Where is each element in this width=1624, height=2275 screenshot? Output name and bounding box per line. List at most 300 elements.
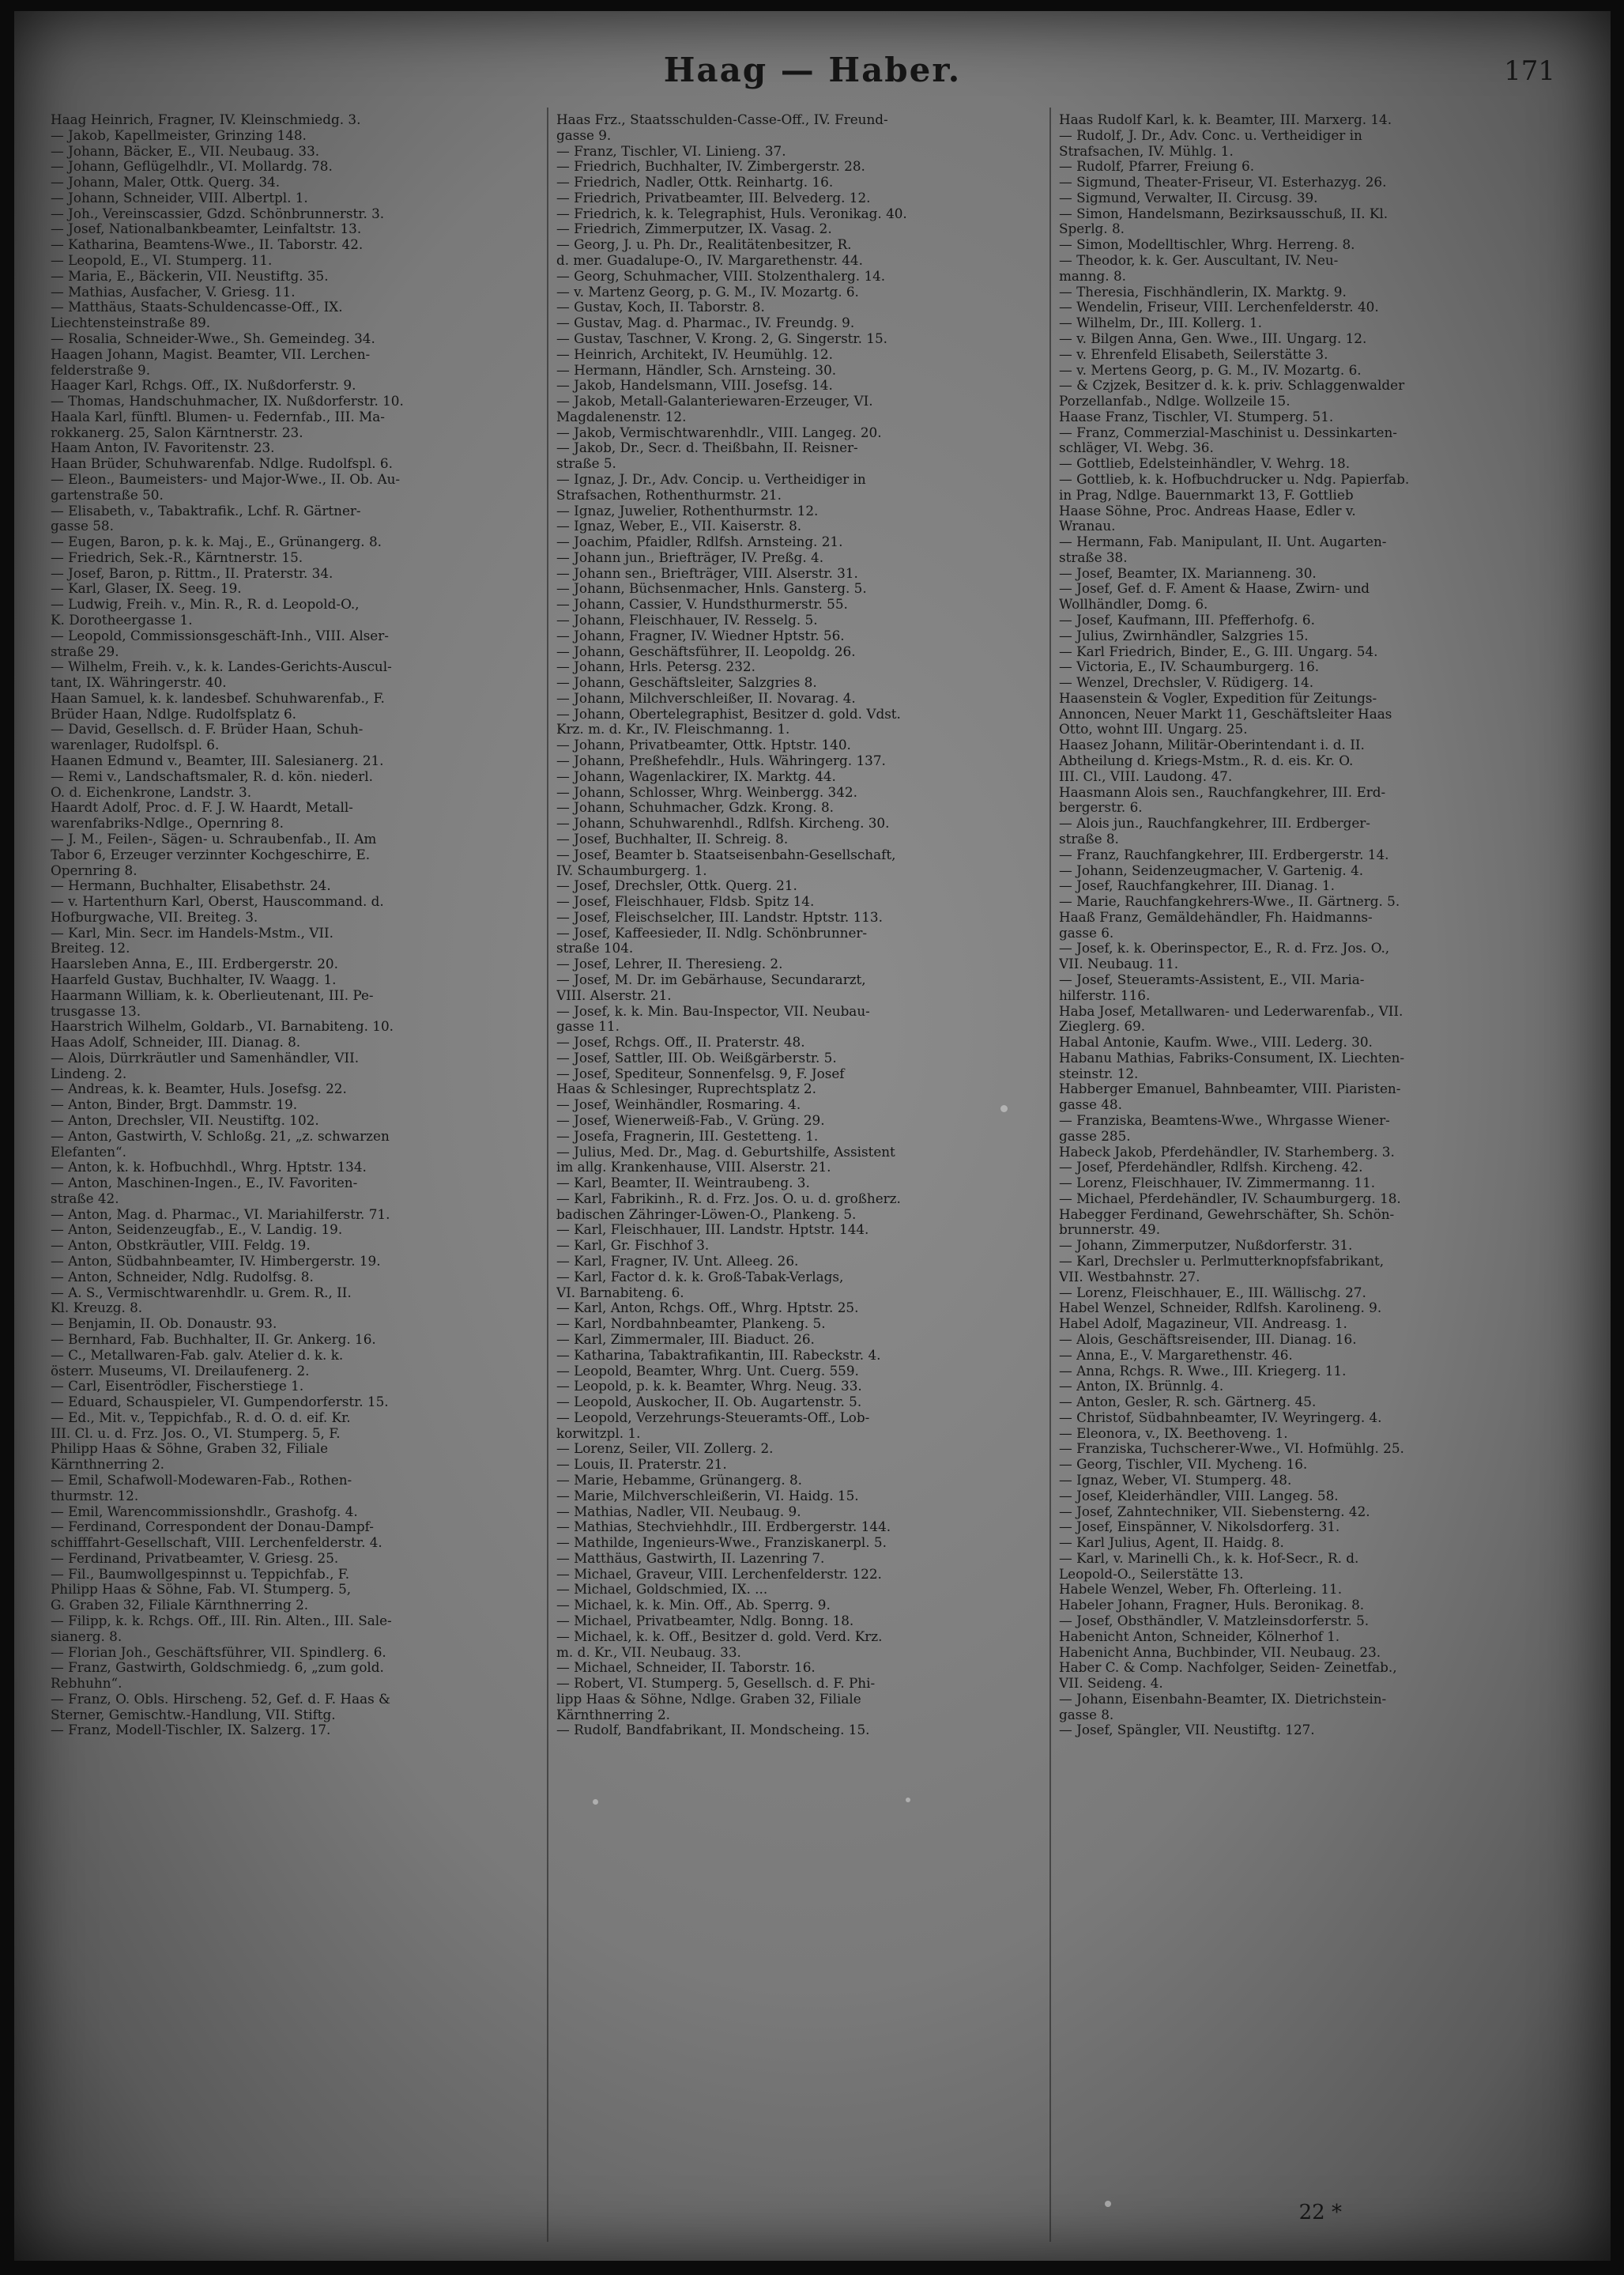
directory-entry-line: — Johann, Geschäftsführer, II. Leopoldg. 26. — [556, 643, 856, 659]
directory-entry-line: schläger, VI. Webg. 36. — [1059, 440, 1214, 456]
directory-entry-line: — Marie, Hebamme, Grünangerg. 8. — [556, 1472, 803, 1488]
directory-entry-line: VI. Barnabiteng. 6. — [556, 1285, 684, 1300]
directory-entry-line: Haala Karl, fünftl. Blumen- u. Federnfab., III. Ma- — [51, 409, 385, 424]
directory-entry-line: — Johann, Zimmerputzer, Nußdorferstr. 31. — [1059, 1238, 1353, 1254]
directory-entry-line: — Simon, Modelltischler, Whrg. Herreng. 8. — [1059, 237, 1355, 253]
directory-entry-line: — Josef, Beamter b. Staatseisenbahn-Gesellschaft, — [556, 847, 896, 862]
directory-entry-line: — Wendelin, Friseur, VIII. Lerchenfelderstr. 40. — [1059, 300, 1379, 315]
directory-entry-line: — Eleon., Baumeisters- und Major-Wwe., II. Ob. Au- — [51, 471, 401, 487]
directory-entry-line: — Josef, Buchhalter, II. Schreig. 8. — [556, 831, 789, 847]
page-number: 171 — [1504, 55, 1555, 87]
directory-entry-line: straße 38. — [1059, 549, 1128, 565]
directory-entry-line: Sterner, Gemischtw.-Handlung, VII. Stiftg. — [51, 1707, 336, 1722]
directory-entry-line: Hofburgwache, VII. Breiteg. 3. — [51, 909, 258, 925]
directory-entry-line: — Michael, Goldschmied, IX. ... — [556, 1582, 768, 1598]
directory-entry-line: — Karl, Anton, Rchgs. Off., Whrg. Hptstr. 25. — [556, 1300, 859, 1316]
directory-entry-line: — Katharina, Tabaktrafikantin, III. Rabeckstr. 4. — [556, 1347, 881, 1363]
directory-entry-line: — Michael, k. k. Off., Besitzer d. gold. Verd. Krz. — [556, 1628, 883, 1644]
directory-entry-line: — Friedrich, k. k. Telegraphist, Huls. Veronikag. 40. — [556, 206, 907, 221]
directory-entry-line: — Alois, Geschäftsreisender, III. Dianag. 16. — [1059, 1331, 1357, 1347]
directory-entry-line: Liechtensteinstraße 89. — [51, 315, 211, 331]
directory-entry-line: — Anton, Seidenzeugfab., E., V. Landig. 19. — [51, 1222, 343, 1238]
directory-entry-line: — Gottlieb, Edelsteinhändler, V. Wehrg. 18. — [1059, 456, 1351, 472]
directory-entry-line: — Jakob, Vermischtwarenhdlr., VIII. Langeg. 20. — [556, 424, 882, 440]
directory-entry-line: — Johann, Milchverschleißer, II. Novarag. 4. — [556, 690, 856, 706]
directory-entry-line: manng. 8. — [1059, 268, 1126, 284]
directory-entry-line: Annoncen, Neuer Markt 11, Geschäftsleiter Haas — [1059, 706, 1392, 722]
directory-entry-line: — Johann, Fleischhauer, IV. Resselg. 5. — [556, 613, 818, 628]
directory-entry-line: — Friedrich, Buchhalter, IV. Zimbergerstr. 28. — [556, 159, 865, 175]
directory-entry-line: Habel Wenzel, Schneider, Rdlfsh. Karolineng. 9. — [1059, 1300, 1382, 1316]
directory-entry-line: österr. Museums, VI. Dreilaufenerg. 2. — [51, 1363, 310, 1379]
directory-entry-line: — Johann, Geschäftsleiter, Salzgries 8. — [556, 675, 817, 691]
directory-entry-line: — Gottlieb, k. k. Hofbuchdrucker u. Ndg. Papierfab. — [1059, 471, 1410, 487]
directory-entry-line: — Christof, Südbahnbeamter, IV. Weyringerg. 4. — [1059, 1409, 1382, 1425]
directory-entry-line: Rebhuhn“. — [51, 1676, 122, 1692]
directory-entry-line: — Josef, Kleiderhändler, VIII. Langeg. 58. — [1059, 1488, 1339, 1503]
directory-entry-line: — Mathilde, Ingenieurs-Wwe., Franziskanerpl. 5. — [556, 1535, 887, 1551]
directory-entry-line: VII. Neubaug. 11. — [1059, 956, 1179, 972]
directory-entry-line: Haasmann Alois sen., Rauchfangkehrer, III. Erd- — [1059, 784, 1386, 800]
directory-entry-line: — Karl, Drechsler u. Perlmutterknopfsfabrikant, — [1059, 1254, 1385, 1270]
directory-entry-line: — Friedrich, Sek.-R., Kärntnerstr. 15. — [51, 549, 303, 565]
directory-entry-line: — Rudolf, J. Dr., Adv. Conc. u. Vertheidiger in — [1059, 127, 1362, 143]
directory-entry-line: — Josef, Obsthändler, V. Matzleinsdorferstr. 5. — [1059, 1613, 1370, 1628]
directory-entry-line: Abtheilung d. Kriegs-Mstm., R. d. eis. Kr. O. — [1059, 753, 1354, 769]
directory-entry-line: — Jakob, Metall-Galanteriewaren-Erzeuger, VI. — [556, 394, 873, 409]
directory-entry-line: gasse 11. — [556, 1019, 620, 1035]
sheet-signature: 22 * — [1298, 2201, 1342, 2224]
directory-entry-line: — Karl Friedrich, Binder, E., G. III. Ungarg. 54. — [1059, 643, 1378, 659]
directory-entry-line: — Johann, Preßhefehdlr., Huls. Währingerg. 137. — [556, 753, 886, 769]
directory-entry-line: — Johann, Hrls. Petersg. 232. — [556, 659, 755, 675]
directory-entry-line: — Josef, Fleischselcher, III. Landstr. Hptstr. 113. — [556, 909, 883, 925]
directory-entry-line: — Ludwig, Freih. v., Min. R., R. d. Leopold-O., — [51, 597, 360, 613]
directory-entry-line: — v. Mertens Georg, p. G. M., IV. Mozartg. 6. — [1059, 362, 1362, 378]
directory-entry-line: VII. Seideng. 4. — [1059, 1676, 1163, 1692]
directory-entry-line: Strafsachen, IV. Mühlg. 1. — [1059, 143, 1234, 159]
directory-column-3 — [1059, 112, 1562, 2239]
directory-entry-line: — Josef, Zahntechniker, VII. Siebensterng. 42. — [1059, 1503, 1370, 1519]
directory-entry-line: Haan Samuel, k. k. landesbef. Schuhwarenfab., F. — [51, 690, 385, 706]
directory-entry-line: — Eleonora, v., IX. Beethoveng. 1. — [1059, 1425, 1288, 1441]
directory-entry-line: rokkanerg. 25, Salon Kärntnerstr. 23. — [51, 424, 303, 440]
directory-entry-line: bergerstr. 6. — [1059, 800, 1143, 816]
directory-entry-line: d. mer. Guadalupe-O., IV. Margarethenstr. 44. — [556, 253, 863, 269]
scan-speck — [1000, 1105, 1008, 1112]
directory-entry-line: — Leopold, Beamter, Whrg. Unt. Cuerg. 559. — [556, 1363, 859, 1379]
directory-entry-line: — Wilhelm, Freih. v., k. k. Landes-Gerichts-Auscul- — [51, 659, 392, 675]
directory-entry-line: — Emil, Warencommissionshdlr., Grashofg. 4. — [51, 1503, 358, 1519]
directory-entry-line: — Joh., Vereinscassier, Gdzd. Schönbrunnerstr. 3. — [51, 206, 385, 221]
directory-entry-line: Elefanten“. — [51, 1144, 126, 1160]
directory-entry-line: Wollhändler, Domg. 6. — [1059, 597, 1208, 613]
directory-entry-line: — Rudolf, Pfarrer, Freiung 6. — [1059, 159, 1255, 175]
directory-entry-line: Haarsleben Anna, E., III. Erdbergerstr. 20. — [51, 956, 338, 972]
directory-entry-line: — Johann, Schneider, VIII. Albertpl. 1. — [51, 190, 308, 206]
directory-entry-line: — Michael, Graveur, VIII. Lerchenfelderstr. 122. — [556, 1566, 882, 1582]
scan-speck — [593, 1799, 598, 1805]
directory-entry-line: — Karl, Factor d. k. k. Groß-Tabak-Verlags, — [556, 1269, 844, 1285]
directory-entry-line: — Josef, Spängler, VII. Neustiftg. 127. — [1059, 1722, 1315, 1738]
directory-entry-line: gasse 58. — [51, 519, 114, 534]
directory-entry-line: — Josef, Beamter, IX. Marianneng. 30. — [1059, 565, 1317, 581]
directory-entry-line: badischen Zähringer-Löwen-O., Plankeng. 5. — [556, 1206, 857, 1222]
directory-entry-line: Haas & Schlesinger, Ruprechtsplatz 2. — [556, 1081, 816, 1097]
directory-entry-line: Haag Heinrich, Fragner, IV. Kleinschmiedg. 3. — [51, 112, 361, 127]
scan-speck — [1105, 2201, 1111, 2207]
directory-entry-line: — Georg, Schuhmacher, VIII. Stolzenthalerg. 14. — [556, 268, 886, 284]
directory-entry-line: — Friedrich, Privatbeamter, III. Belvederg. 12. — [556, 190, 871, 206]
directory-entry-line: — Gustav, Koch, II. Taborstr. 8. — [556, 300, 765, 315]
directory-entry-line: — Wilhelm, Dr., III. Kollerg. 1. — [1059, 315, 1262, 331]
directory-entry-line: — Josef, Drechsler, Ottk. Querg. 21. — [556, 878, 797, 894]
directory-column-2 — [556, 112, 1038, 2239]
directory-entry-line: Magdalenenstr. 12. — [556, 409, 687, 424]
directory-entry-line: Haasenstein & Vogler, Expedition für Zeitungs- — [1059, 690, 1377, 706]
directory-entry-line: — Franz, Gastwirth, Goldschmiedg. 6, „zum gold. — [51, 1660, 384, 1676]
directory-entry-line: — Johann, Cassier, V. Hundsthurmerstr. 55. — [556, 597, 848, 613]
directory-entry-line: — Michael, Privatbeamter, Ndlg. Bonng. 18. — [556, 1613, 854, 1628]
directory-entry-line: steinstr. 12. — [1059, 1066, 1139, 1081]
directory-entry-line: — Remi v., Landschaftsmaler, R. d. kön. niederl. — [51, 768, 373, 784]
directory-entry-line: — Mathias, Stechviehhdlr., III. Erdbergerstr. 144. — [556, 1519, 891, 1535]
directory-entry-line: — Lorenz, Seiler, VII. Zollerg. 2. — [556, 1441, 774, 1457]
directory-entry-line: — Gustav, Taschner, V. Krong. 2, G. Singerstr. 15. — [556, 330, 887, 346]
directory-entry-line: — Karl, v. Marinelli Ch., k. k. Hof-Secr., R. d. — [1059, 1550, 1359, 1566]
directory-entry-line: warenfabriks-Ndlge., Opernring 8. — [51, 816, 284, 832]
directory-entry-line: korwitzpl. 1. — [556, 1425, 641, 1441]
directory-entry-line: — Josef, Sattler, III. Ob. Weißgärberstr. 5. — [556, 1050, 837, 1066]
directory-entry-line: schifffahrt-Gesellschaft, VIII. Lerchenfelderstr. 4. — [51, 1535, 382, 1551]
directory-entry-line: felderstraße 9. — [51, 362, 151, 378]
directory-entry-line: — Franz, Tischler, VI. Linieng. 37. — [556, 143, 786, 159]
directory-entry-line: — Alois, Dürrkräutler und Samenhändler, VII. — [51, 1050, 360, 1066]
directory-entry-line: — Robert, VI. Stumperg. 5, Gesellsch. d. F. Phi- — [556, 1676, 876, 1692]
directory-entry-line: — v. Hartenthurn Karl, Oberst, Hauscommand. d. — [51, 894, 384, 910]
directory-entry-line: — Eduard, Schauspieler, VI. Gumpendorferstr. 15. — [51, 1394, 389, 1410]
directory-entry-line: im allg. Krankenhause, VIII. Alserstr. 21. — [556, 1160, 831, 1175]
directory-entry-line: — Michael, Schneider, II. Taborstr. 16. — [556, 1660, 816, 1676]
directory-entry-line: — Anton, Gesler, R. sch. Gärtnerg. 45. — [1059, 1394, 1317, 1410]
directory-entry-line: Habenicht Anna, Buchbinder, VII. Neubaug. 23. — [1059, 1644, 1381, 1660]
directory-entry-line: gasse 48. — [1059, 1097, 1122, 1113]
directory-entry-line: Habenicht Anton, Schneider, Kölnerhof 1. — [1059, 1628, 1340, 1644]
directory-entry-line: straße 42. — [51, 1190, 119, 1206]
directory-entry-line: — Leopold, Auskocher, II. Ob. Augartenstr. 5. — [556, 1394, 862, 1410]
directory-entry-line: VIII. Alserstr. 21. — [556, 987, 672, 1003]
directory-entry-line: III. Cl., VIII. Laudong. 47. — [1059, 768, 1233, 784]
directory-entry-line: straße 8. — [1059, 831, 1119, 847]
directory-entry-line: IV. Schaumburgerg. 1. — [556, 862, 707, 878]
directory-entry-line: — Leopold, p. k. k. Beamter, Whrg. Neug. 33. — [556, 1379, 862, 1394]
directory-entry-line: Haase Söhne, Proc. Andreas Haase, Edler v. — [1059, 503, 1356, 519]
directory-entry-line: — Johann, Fragner, IV. Wiedner Hptstr. 56. — [556, 628, 845, 643]
directory-entry-line: tant, IX. Währingerstr. 40. — [51, 675, 227, 691]
directory-entry-line: — Josef, Wienerweiß-Fab., V. Grüng. 29. — [556, 1113, 825, 1128]
directory-entry-line: Haan Brüder, Schuhwarenfab. Ndlge. Rudolfspl. 6. — [51, 456, 393, 472]
page-header — [14, 51, 1611, 98]
directory-entry-line: — Karl, Fabrikinh., R. d. Frz. Jos. O. u. d. großherz. — [556, 1190, 901, 1206]
directory-entry-line: — Elisabeth, v., Tabaktrafik., Lchf. R. Gärtner- — [51, 503, 361, 519]
directory-entry-line: — Karl Julius, Agent, II. Haidg. 8. — [1059, 1535, 1284, 1551]
directory-entry-line: — Hermann, Fab. Manipulant, II. Unt. Augarten- — [1059, 534, 1387, 550]
directory-entry-line: — Josef, Nationalbankbeamter, Leinfaltstr. 13. — [51, 221, 362, 237]
directory-entry-line: — Franz, Modell-Tischler, IX. Salzerg. 17. — [51, 1722, 331, 1738]
directory-entry-line: — A. S., Vermischtwarenhdlr. u. Grem. R., II. — [51, 1285, 352, 1300]
directory-entry-line: — Ignaz, J. Dr., Adv. Concip. u. Vertheidiger in — [556, 471, 866, 487]
directory-entry-line: — Leopold, E., VI. Stumperg. 11. — [51, 253, 273, 269]
directory-entry-line: — Anna, Rchgs. R. Wwe., III. Kriegerg. 11. — [1059, 1363, 1347, 1379]
directory-entry-line: — Bernhard, Fab. Buchhalter, II. Gr. Ankerg. 16. — [51, 1331, 376, 1347]
directory-entry-line: — Theodor, k. k. Ger. Auscultant, IV. Neu- — [1059, 253, 1339, 269]
directory-entry-line: — Heinrich, Architekt, IV. Heumühlg. 12. — [556, 346, 833, 362]
directory-entry-line: Philipp Haas & Söhne, Graben 32, Filiale — [51, 1441, 329, 1457]
directory-entry-line: straße 104. — [556, 941, 634, 956]
directory-entry-line: III. Cl. u. d. Frz. Jos. O., VI. Stumperg. 5, F. — [51, 1425, 341, 1441]
directory-entry-line: — Alois jun., Rauchfangkehrer, III. Erdberger- — [1059, 816, 1370, 832]
directory-entry-line: Porzellanfab., Ndlge. Wollzeile 15. — [1059, 394, 1291, 409]
directory-entry-line: — Anton, Mag. d. Pharmac., VI. Mariahilferstr. 71. — [51, 1206, 390, 1222]
directory-entry-line: — Katharina, Beamtens-Wwe., II. Taborstr. 42. — [51, 237, 364, 253]
directory-entry-line: — v. Martenz Georg, p. G. M., IV. Mozartg. 6. — [556, 284, 859, 300]
directory-entry-line: — Josef, Lehrer, II. Theresieng. 2. — [556, 956, 783, 972]
directory-entry-line: — Josef, Pferdehändler, Rdlfsh. Kircheng. 42. — [1059, 1160, 1363, 1175]
directory-entry-line: — Johann, Schuhwarenhdl., Rdlfsh. Kircheng. 30. — [556, 816, 890, 832]
directory-entry-line: — Ed., Mit. v., Teppichfab., R. d. O. d. eif. Kr. — [51, 1409, 351, 1425]
directory-entry-line: — Johann, Privatbeamter, Ottk. Hptstr. 140. — [556, 738, 851, 753]
directory-entry-line: — Josef, k. k. Oberinspector, E., R. d. Frz. Jos. O., — [1059, 941, 1390, 956]
directory-entry-line: Haba Josef, Metallwaren- und Lederwarenfab., VII. — [1059, 1003, 1404, 1019]
directory-entry-line: Haagen Johann, Magist. Beamter, VII. Lerchen- — [51, 346, 371, 362]
directory-entry-line: — Franziska, Tuchscherer-Wwe., VI. Hofmühlg. 25. — [1059, 1441, 1404, 1457]
directory-entry-line: Haas Frz., Staatsschulden-Casse-Off., IV. Freund- — [556, 112, 888, 127]
directory-entry-line: — Johann, Seidenzeugmacher, V. Gartenig. 4. — [1059, 862, 1364, 878]
directory-entry-line: — Hermann, Buchhalter, Elisabethstr. 24. — [51, 878, 331, 894]
directory-entry-line: — Michael, Pferdehändler, IV. Schaumburgerg. 18. — [1059, 1190, 1401, 1206]
directory-entry-line: Kärnthnerring 2. — [51, 1457, 164, 1473]
directory-entry-line: — v. Ehrenfeld Elisabeth, Seilerstätte 3. — [1059, 346, 1328, 362]
directory-entry-line: — Josef, Steueramts-Assistent, E., VII. Maria- — [1059, 971, 1365, 987]
directory-entry-line: — Hermann, Händler, Sch. Arnsteing. 30. — [556, 362, 837, 378]
directory-entry-line: — Lorenz, Fleischhauer, E., III. Wällischg. 27. — [1059, 1285, 1366, 1300]
directory-entry-line: — Josef, Spediteur, Sonnenfelsg. 9, F. Josef — [556, 1066, 845, 1081]
directory-entry-line: m. d. Kr., VII. Neubaug. 33. — [556, 1644, 741, 1660]
directory-entry-line: — Julius, Med. Dr., Mag. d. Geburtshilfe, Assistent — [556, 1144, 895, 1160]
directory-entry-line: — Emil, Schafwoll-Modewaren-Fab., Rothen- — [51, 1472, 352, 1488]
directory-entry-line: — Franz, Rauchfangkehrer, III. Erdbergerstr. 14. — [1059, 847, 1389, 862]
directory-entry-line: — Anton, Gastwirth, V. Schloßg. 21, „z. schwarzen — [51, 1128, 390, 1144]
directory-entry-line: — Friedrich, Zimmerputzer, IX. Vasag. 2. — [556, 221, 832, 237]
directory-column-1 — [51, 112, 537, 2239]
directory-entry-line: — & Czjzek, Besitzer d. k. k. priv. Schlaggenwalder — [1059, 378, 1405, 394]
directory-entry-line: — Jakob, Handelsmann, VIII. Josefsg. 14. — [556, 378, 833, 394]
directory-entry-line: — J. M., Feilen-, Sägen- u. Schraubenfab., II. Am — [51, 831, 377, 847]
directory-entry-line: thurmstr. 12. — [51, 1488, 139, 1503]
directory-entry-line: — Andreas, k. k. Beamter, Huls. Josefsg. 22. — [51, 1081, 347, 1097]
directory-entry-line: — Louis, II. Praterstr. 21. — [556, 1457, 727, 1473]
directory-entry-line: — Karl, Fleischhauer, III. Landstr. Hptstr. 144. — [556, 1222, 869, 1238]
directory-entry-line: warenlager, Rudolfspl. 6. — [51, 738, 220, 753]
directory-entry-line: Strafsachen, Rothenthurmstr. 21. — [556, 487, 782, 503]
directory-entry-line: — C., Metallwaren-Fab. galv. Atelier d. k. k. — [51, 1347, 344, 1363]
directory-entry-line: gasse 8. — [1059, 1707, 1114, 1722]
directory-entry-line: — Julius, Zwirnhändler, Salzgries 15. — [1059, 628, 1309, 643]
directory-entry-line: Haas Rudolf Karl, k. k. Beamter, III. Marxerg. 14. — [1059, 112, 1392, 127]
directory-entry-line: — Johann, Bäcker, E., VII. Neubaug. 33. — [51, 143, 320, 159]
directory-page — [14, 11, 1611, 2261]
directory-entry-line: — Sigmund, Verwalter, II. Circusg. 39. — [1059, 190, 1318, 206]
directory-entry-line: — Sigmund, Theater-Friseur, VI. Esterhazyg. 26. — [1059, 175, 1387, 191]
directory-entry-line: — Karl, Nordbahnbeamter, Plankeng. 5. — [556, 1316, 826, 1332]
directory-entry-line: gasse 6. — [1059, 925, 1114, 941]
directory-entry-line: straße 29. — [51, 643, 119, 659]
directory-entry-line: Haardt Adolf, Proc. d. F. J. W. Haardt, Metall- — [51, 800, 353, 816]
directory-entry-line: — Ferdinand, Privatbeamter, V. Griesg. 25. — [51, 1550, 339, 1566]
directory-entry-line: G. Graben 32, Filiale Kärnthnerring 2. — [51, 1598, 309, 1613]
directory-entry-line: Kl. Kreuzg. 8. — [51, 1300, 143, 1316]
directory-entry-line: — Fil., Baumwollgespinnst u. Teppichfab., F. — [51, 1566, 350, 1582]
directory-entry-line: VII. Westbahnstr. 27. — [1059, 1269, 1200, 1285]
directory-entry-line: — Josef, Rchgs. Off., II. Praterstr. 48. — [556, 1035, 805, 1051]
directory-entry-line: Otto, wohnt III. Ungarg. 25. — [1059, 722, 1248, 738]
directory-entry-line: — Karl, Fragner, IV. Unt. Alleeg. 26. — [556, 1254, 799, 1270]
directory-entry-line: Haager Karl, Rchgs. Off., IX. Nußdorferstr. 9. — [51, 378, 356, 394]
directory-entry-line: — Rudolf, Bandfabrikant, II. Mondscheing. 15. — [556, 1722, 870, 1738]
directory-entry-line: Haase Franz, Tischler, VI. Stumperg. 51. — [1059, 409, 1334, 424]
directory-entry-line: K. Dorotheergasse 1. — [51, 613, 193, 628]
directory-entry-line: — Georg, J. u. Ph. Dr., Realitätenbesitzer, R. — [556, 237, 852, 253]
directory-entry-line: Habel Adolf, Magazineur, VII. Andreasg. 1. — [1059, 1316, 1347, 1332]
directory-entry-line: Habberger Emanuel, Bahnbeamter, VIII. Piaristen- — [1059, 1081, 1401, 1097]
directory-entry-line: Wranau. — [1059, 519, 1116, 534]
directory-entry-line: — Mathias, Ausfacher, V. Griesg. 11. — [51, 284, 296, 300]
directory-entry-line: O. d. Eichenkrone, Landstr. 3. — [51, 784, 252, 800]
directory-entry-line: Habal Antonie, Kaufm. Wwe., VIII. Lederg. 30. — [1059, 1035, 1373, 1051]
scan-speck — [906, 1798, 910, 1802]
directory-entry-line: Leopold-O., Seilerstätte 13. — [1059, 1566, 1244, 1582]
directory-entry-line: — Johann, Obertelegraphist, Besitzer d. gold. Vdst. — [556, 706, 901, 722]
directory-entry-line: — Ignaz, Weber, E., VII. Kaiserstr. 8. — [556, 519, 802, 534]
directory-entry-line: — Anton, Südbahnbeamter, IV. Himbergerstr. 19. — [51, 1254, 381, 1270]
directory-entry-line: — Marie, Milchverschleißerin, VI. Haidg. 15. — [556, 1488, 859, 1503]
directory-entry-line: Habeck Jakob, Pferdehändler, IV. Starhemberg. 3. — [1059, 1144, 1395, 1160]
directory-entry-line: — Josef, Baron, p. Rittm., II. Praterstr. 34. — [51, 565, 333, 581]
directory-entry-line: Brüder Haan, Ndlge. Rudolfsplatz 6. — [51, 706, 296, 722]
directory-entry-line: lipp Haas & Söhne, Ndlge. Graben 32, Filiale — [556, 1691, 861, 1707]
directory-entry-line: — Anna, E., V. Margarethenstr. 46. — [1059, 1347, 1293, 1363]
directory-entry-line: — Anton, Maschinen-Ingen., E., IV. Favoriten- — [51, 1175, 358, 1191]
directory-entry-line: — Ferdinand, Correspondent der Donau-Dampf- — [51, 1519, 374, 1535]
directory-entry-line: straße 5. — [556, 456, 616, 472]
column-divider — [1049, 108, 1051, 2242]
directory-entry-line: — Carl, Eisentrödler, Fischerstiege 1. — [51, 1379, 304, 1394]
directory-entry-line: — Johann, Maler, Ottk. Querg. 34. — [51, 175, 281, 191]
directory-entry-line: Haarfeld Gustav, Buchhalter, IV. Waagg. 1. — [51, 971, 337, 987]
directory-entry-line: — Franz, Commerzial-Maschinist u. Dessinkarten- — [1059, 424, 1397, 440]
directory-entry-line: in Prag, Ndlge. Bauernmarkt 13, F. Gottlieb — [1059, 487, 1354, 503]
directory-entry-line: — Josef, M. Dr. im Gebärhause, Secundararzt, — [556, 971, 866, 987]
directory-entry-line: Zieglerg. 69. — [1059, 1019, 1146, 1035]
directory-entry-line: — Josef, Einspänner, V. Nikolsdorferg. 31. — [1059, 1519, 1340, 1535]
directory-entry-line: hilferstr. 116. — [1059, 987, 1151, 1003]
directory-entry-line: Sperlg. 8. — [1059, 221, 1125, 237]
directory-entry-line: Kärnthnerring 2. — [556, 1707, 670, 1722]
directory-entry-line: Opernring 8. — [51, 862, 138, 878]
directory-entry-line: — Eugen, Baron, p. k. k. Maj., E., Grünangerg. 8. — [51, 534, 382, 550]
directory-entry-line: — Anton, IX. Brünnlg. 4. — [1059, 1379, 1224, 1394]
directory-entry-line: — Michael, k. k. Min. Off., Ab. Sperrg. 9. — [556, 1598, 831, 1613]
directory-entry-line: Habeler Johann, Fragner, Huls. Beronikag. 8. — [1059, 1598, 1365, 1613]
directory-entry-line: Habanu Mathias, Fabriks-Consument, IX. Liechten- — [1059, 1050, 1405, 1066]
page-title: Haag — Haber. — [663, 51, 962, 89]
directory-entry-line: Tabor 6, Erzeuger verzinnter Kochgeschirre, E. — [51, 847, 371, 862]
directory-entry-line: — Johann, Wagenlackirer, IX. Marktg. 44. — [556, 768, 836, 784]
directory-entry-line: — v. Bilgen Anna, Gen. Wwe., III. Ungarg. 12. — [1059, 330, 1367, 346]
directory-entry-line: — Johann, Schuhmacher, Gdzk. Krong. 8. — [556, 800, 834, 816]
directory-entry-line: Lindeng. 2. — [51, 1066, 127, 1081]
directory-entry-line: — Joachim, Pfaidler, Rdlfsh. Arnsteing. 21. — [556, 534, 843, 550]
directory-entry-line: — Franz, O. Obls. Hirscheng. 52, Gef. d. F. Haas & — [51, 1691, 390, 1707]
directory-entry-line: — Leopold, Verzehrungs-Steueramts-Off., Lob- — [556, 1409, 870, 1425]
directory-entry-line: — Thomas, Handschuhmacher, IX. Nußdorferstr. 10. — [51, 394, 404, 409]
directory-entry-line: — Mathias, Nadler, VII. Neubaug. 9. — [556, 1503, 801, 1519]
directory-entry-line: — Anton, Obstkräutler, VIII. Feldg. 19. — [51, 1238, 311, 1254]
directory-entry-line: — Georg, Tischler, VII. Mycheng. 16. — [1059, 1457, 1308, 1473]
directory-entry-line: — Leopold, Commissionsgeschäft-Inh., VIII. Alser- — [51, 628, 389, 643]
directory-entry-line: gartenstraße 50. — [51, 487, 164, 503]
directory-entry-line: — Josef, Fleischhauer, Fldsb. Spitz 14. — [556, 894, 815, 910]
directory-entry-line: — Anton, Drechsler, VII. Neustiftg. 102. — [51, 1113, 319, 1128]
directory-entry-line: Haanen Edmund v., Beamter, III. Salesianerg. 21. — [51, 753, 384, 769]
directory-entry-line: Haam Anton, IV. Favoritenstr. 23. — [51, 440, 275, 456]
directory-entry-line: — Josef, Kaffeesieder, II. Ndlg. Schönbrunner- — [556, 925, 868, 941]
directory-entry-line: — Josef, Kaufmann, III. Pfefferhofg. 6. — [1059, 613, 1315, 628]
directory-entry-line: — Josef, k. k. Min. Bau-Inspector, VII. Neubau- — [556, 1003, 870, 1019]
directory-entry-line: — Maria, E., Bäckerin, VII. Neustiftg. 35. — [51, 268, 329, 284]
directory-entry-line: — Victoria, E., IV. Schaumburgerg. 16. — [1059, 659, 1320, 675]
directory-entry-line: Habele Wenzel, Weber, Fh. Ofterleing. 11. — [1059, 1582, 1343, 1598]
directory-entry-line: Philipp Haas & Söhne, Fab. VI. Stumperg. 5, — [51, 1582, 352, 1598]
directory-entry-line: — Matthäus, Gastwirth, II. Lazenring 7. — [556, 1550, 825, 1566]
directory-entry-line: — Theresia, Fischhändlerin, IX. Marktg. 9. — [1059, 284, 1347, 300]
directory-entry-line: Haarmann William, k. k. Oberlieutenant, III. Pe- — [51, 987, 374, 1003]
directory-entry-line: — Ignaz, Weber, VI. Stumperg. 48. — [1059, 1472, 1292, 1488]
directory-entry-line: Haarstrich Wilhelm, Goldarb., VI. Barnabiteng. 10. — [51, 1019, 394, 1035]
directory-entry-line: — Florian Joh., Geschäftsführer, VII. Spindlerg. 6. — [51, 1644, 386, 1660]
directory-entry-line: — Johann sen., Briefträger, VIII. Alserstr. 31. — [556, 565, 858, 581]
directory-entry-line: — Jakob, Kapellmeister, Grinzing 148. — [51, 127, 307, 143]
directory-entry-line: — Franziska, Beamtens-Wwe., Whrgasse Wiener- — [1059, 1113, 1390, 1128]
directory-entry-line: — Ignaz, Juwelier, Rothenthurmstr. 12. — [556, 503, 819, 519]
directory-entry-line: Haber C. & Comp. Nachfolger, Seiden- Zeinetfab., — [1059, 1660, 1397, 1676]
directory-entry-line: gasse 9. — [556, 127, 612, 143]
directory-entry-line: — David, Gesellsch. d. F. Brüder Haan, Schuh- — [51, 722, 364, 738]
directory-entry-line: Haasez Johann, Militär-Oberintendant i. d. II. — [1059, 738, 1365, 753]
directory-entry-line: Breiteg. 12. — [51, 941, 130, 956]
directory-entry-line: — Lorenz, Fleischhauer, IV. Zimmermanng. 11. — [1059, 1175, 1376, 1191]
directory-entry-line: brunnerstr. 49. — [1059, 1222, 1161, 1238]
directory-entry-line: — Karl, Min. Secr. im Handels-Mstm., VII. — [51, 925, 333, 941]
directory-entry-line: — Johann, Eisenbahn-Beamter, IX. Dietrichstein- — [1059, 1691, 1387, 1707]
directory-entry-line: — Karl, Zimmermaler, III. Biaduct. 26. — [556, 1331, 815, 1347]
directory-entry-line: Haaß Franz, Gemäldehändler, Fh. Haidmanns- — [1059, 909, 1373, 925]
directory-entry-line: — Johann, Büchsenmacher, Hnls. Gansterg. 5. — [556, 581, 867, 597]
directory-entry-line: — Karl, Beamter, II. Weintraubeng. 3. — [556, 1175, 810, 1191]
directory-entry-line: sianerg. 8. — [51, 1628, 122, 1644]
directory-entry-line: — Anton, Binder, Brgt. Dammstr. 19. — [51, 1097, 298, 1113]
directory-entry-line: — Josef, Rauchfangkehrer, III. Dianag. 1. — [1059, 878, 1335, 894]
